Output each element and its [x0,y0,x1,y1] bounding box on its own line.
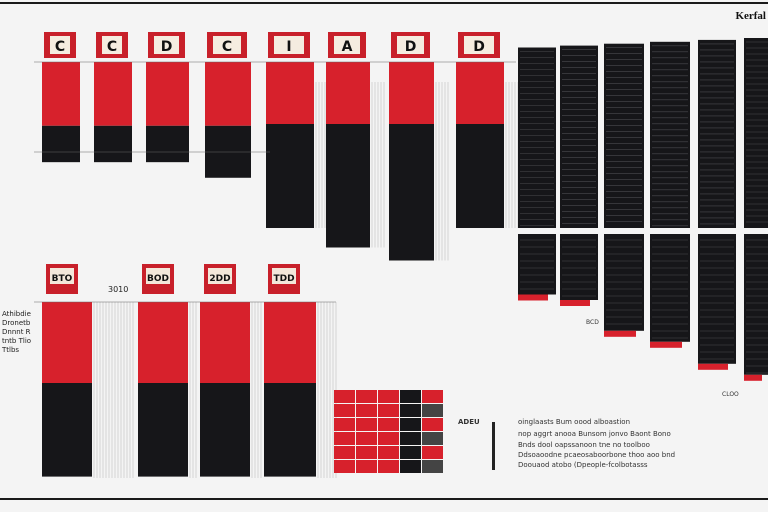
grid-cell [334,404,355,417]
bottom-bar-red [264,302,316,383]
bottom-bar-red [200,302,250,383]
bottom-bar-red [138,302,188,383]
top-bar-dark [42,126,80,162]
grid-cell [422,432,443,445]
top-bar-red [456,62,504,124]
legend-marker [492,422,495,470]
grid-cell [378,404,399,417]
legend-line: Bnds dool oapssanoon tne no toolboo [518,441,650,449]
top-bar-red [42,62,80,126]
right-bar-accent [518,295,548,301]
bottom-bar-dark [264,383,316,477]
grid-cell [356,432,377,445]
right-bar-lower [650,234,690,342]
right-bar-lower [518,234,556,295]
bottom-bar-dark [200,383,250,477]
top-bar-red [326,62,370,124]
right-bar-upper [560,46,598,228]
legend-line: oinglaasts Bum oood alboastion [518,418,630,426]
legend-line: nop aggrt anooa Bunsom jonvo Baont Bono [518,430,671,438]
corner-label: Kerfal [735,10,766,22]
top-bar-dark [146,126,189,162]
top-header-label: C [221,39,233,55]
legend-title: ADEU [458,418,480,426]
grid-cell [356,446,377,459]
grid-cell [334,418,355,431]
bottom-bar-dark [42,383,92,477]
top-header-label: C [106,39,118,55]
top-header-label: I [286,39,292,55]
right-bar-accent [650,342,682,348]
bottom-header-label: BTO [51,274,73,284]
grid-cell [400,460,421,473]
grid-cell [334,460,355,473]
bottom-header-label: 2DD [209,274,231,284]
grid-cell [422,418,443,431]
grid-cell [356,404,377,417]
top-bar-dark [94,126,132,162]
grid-cell [378,432,399,445]
right-bar-upper [744,38,768,228]
grid-cell [422,390,443,403]
right-tick-label: CLOO [722,391,739,398]
grid-cell [378,418,399,431]
side-label: Athibdie Dronetb Dnnnt Rtntb Tlio Ttlbs [2,310,32,354]
top-header-label: C [54,39,66,55]
grid-cell [400,446,421,459]
right-bar-accent [560,300,590,306]
grid-cell [356,390,377,403]
right-bar-upper [604,44,644,228]
top-header-label: D [160,39,173,55]
right-bar-lower [744,234,768,375]
right-bar-lower [698,234,736,364]
grid-cell [400,432,421,445]
grid-cell [400,418,421,431]
grid-cell [356,418,377,431]
grid-cell [422,404,443,417]
top-bar-red [146,62,189,126]
grid-cell [400,390,421,403]
legend-line: Ddsoaoodne pcaeosaboorbone thoo aoo bnd [518,451,676,459]
grid-cell [378,460,399,473]
grid-cell [400,404,421,417]
bottom-bar-red [42,302,92,383]
top-bar-red [266,62,314,124]
top-bar-dark [266,124,314,228]
grid-cell [378,390,399,403]
grid-cell [378,446,399,459]
right-bar-accent [604,331,636,337]
legend [458,416,728,472]
legend-line: Doouaod atobo (Dpeople-fcolbotasss [518,461,648,469]
top-bar-dark [326,124,370,248]
top-bar-red [205,62,251,126]
right-tick-label: BCD [586,319,599,326]
bottom-header-label: TDD [273,274,295,284]
top-bar-red [94,62,132,126]
bottom-header-label: BOD [147,274,169,284]
grid-cell [334,432,355,445]
right-bar-accent [698,364,728,370]
right-bar-lower [560,234,598,300]
bottom-bar-dark [138,383,188,477]
top-header-label: A [341,39,353,55]
grid-cell [334,446,355,459]
top-bar-dark [456,124,504,228]
top-header-label: D [473,39,485,55]
bottom-note: 3010 [108,285,129,294]
grid-cell [422,446,443,459]
right-bar-upper [518,48,556,229]
right-bar-lower [604,234,644,331]
top-header-label: D [404,39,417,55]
grid-cell [334,390,355,403]
top-bar-dark [389,124,434,261]
grid-cell [356,460,377,473]
grid-cell [422,460,443,473]
right-bar-accent [744,375,762,381]
top-bar-red [389,62,434,124]
